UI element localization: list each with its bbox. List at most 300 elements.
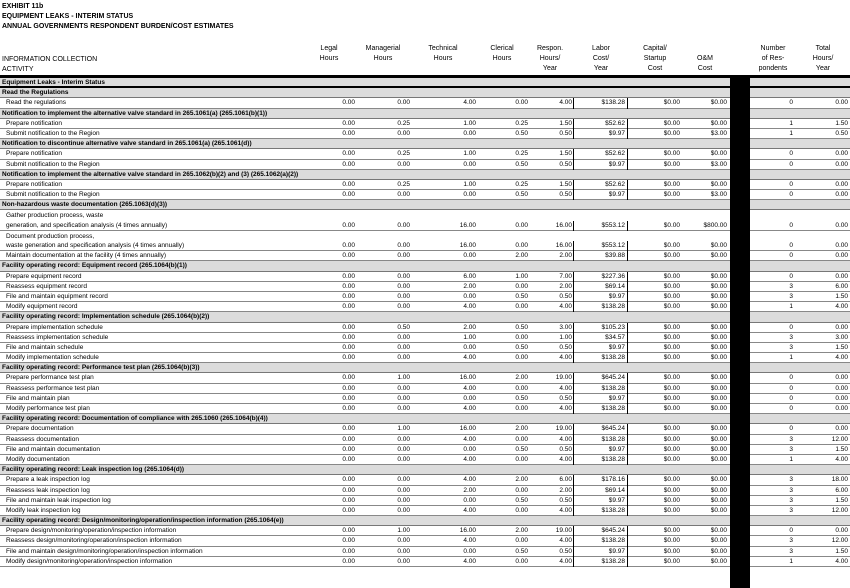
- cell-value: $645.24: [573, 526, 628, 536]
- cell-value: 1.00: [397, 425, 410, 433]
- cell-value: $645.24: [573, 424, 628, 434]
- cell-value: 0.00: [835, 323, 848, 331]
- table-row: [0, 557, 850, 567]
- cell-value: 3.00: [559, 323, 572, 331]
- cell-value: $9.97: [573, 343, 628, 353]
- table-row: [0, 282, 850, 292]
- cell-value: 0.00: [342, 221, 355, 229]
- table-row: [0, 394, 850, 404]
- cell-value: 0: [789, 384, 793, 392]
- cell-value: 3: [789, 445, 793, 453]
- cell-value: $0.00: [663, 405, 680, 413]
- cell-value: 4.00: [463, 435, 476, 443]
- section-header: Read the Regulations: [0, 88, 850, 98]
- cell-value: 19.00: [555, 527, 572, 535]
- cell-value: 4.00: [463, 506, 476, 514]
- cell-value: $0.00: [710, 527, 727, 535]
- cell-value: 0.00: [515, 455, 528, 463]
- cell-value: 0: [789, 527, 793, 535]
- table-row: [0, 180, 850, 190]
- cell-value: 0.00: [397, 405, 410, 413]
- cell-value: 0.00: [835, 99, 848, 107]
- table-row: [0, 424, 850, 434]
- cell-value: 0.50: [559, 191, 572, 199]
- table-row: [0, 435, 850, 445]
- cell-value: $69.14: [573, 282, 628, 292]
- cell-value: 0.25: [515, 119, 528, 127]
- cell-value: $39.88: [573, 251, 628, 261]
- cell-value: 0.00: [835, 272, 848, 280]
- cell-value: 0: [789, 242, 793, 250]
- cell-value: 0.50: [559, 496, 572, 504]
- table-row: [0, 496, 850, 506]
- cell-value: $0.00: [710, 476, 727, 484]
- cell-value: $0.00: [663, 150, 680, 158]
- cell-value: $0.00: [663, 343, 680, 351]
- cell-value: 4.00: [463, 455, 476, 463]
- table-row: [0, 486, 850, 496]
- cell-value: 4.00: [559, 384, 572, 392]
- cell-value: $0.00: [663, 272, 680, 280]
- cell-value: 1.50: [835, 445, 848, 453]
- cell-value: 1.50: [835, 547, 848, 555]
- cell-value: $138.28: [573, 384, 628, 394]
- cell-value: 0.00: [397, 394, 410, 402]
- cell-value: 16.00: [459, 527, 476, 535]
- table-row: [0, 455, 850, 465]
- cell-value: $3.00: [710, 160, 727, 168]
- cell-value: 0.00: [515, 303, 528, 311]
- cell-value: 3.00: [835, 333, 848, 341]
- cell-value: $0.00: [710, 354, 727, 362]
- cell-value: $0.00: [710, 323, 727, 331]
- cell-value: 2.00: [515, 252, 528, 260]
- cell-value: $9.97: [573, 129, 628, 139]
- cell-value: $0.00: [710, 537, 727, 545]
- cell-value: 0.00: [397, 99, 410, 107]
- cell-value: 0.00: [515, 557, 528, 565]
- cell-value: 3: [789, 496, 793, 504]
- cell-value: $553.12: [573, 241, 628, 251]
- header-technical-hours: Technical Hours: [428, 45, 458, 62]
- cell-value: 0.00: [342, 343, 355, 351]
- cell-value: 0.00: [463, 445, 476, 453]
- table-row: [0, 536, 850, 546]
- cell-value: $0.00: [710, 303, 727, 311]
- cell-value: 3: [789, 343, 793, 351]
- cell-value: 16.00: [555, 242, 572, 250]
- cell-value: 0.00: [397, 557, 410, 565]
- cell-value: 0.00: [463, 394, 476, 402]
- cell-value: $9.97: [573, 547, 628, 557]
- cell-value: 0.00: [835, 180, 848, 188]
- activity-label: Modify implementation schedule: [6, 354, 99, 362]
- cell-value: 0.00: [515, 282, 528, 290]
- cell-value: 0.00: [342, 476, 355, 484]
- cell-value: 0.25: [515, 150, 528, 158]
- cell-value: 0.50: [559, 160, 572, 168]
- header-clerical-hours: Clerical Hours: [490, 45, 514, 62]
- cell-value: $0.00: [663, 476, 680, 484]
- cell-value: $0.00: [710, 547, 727, 555]
- cell-value: 0.50: [559, 445, 572, 453]
- cell-value: 18.00: [831, 476, 848, 484]
- header-respon-hours: Respon. Hours/ Year: [536, 45, 564, 72]
- cell-value: 16.00: [459, 221, 476, 229]
- exhibit-title: EQUIPMENT LEAKS - INTERIM STATUS: [2, 13, 134, 20]
- cell-value: 0.25: [397, 150, 410, 158]
- activity-label: Submit notification to the Region: [6, 160, 100, 168]
- cell-value: 4.00: [835, 455, 848, 463]
- cell-value: 0.00: [342, 506, 355, 514]
- cell-value: 0.00: [342, 455, 355, 463]
- cell-value: 0.00: [342, 191, 355, 199]
- cell-value: 2.00: [515, 476, 528, 484]
- cell-value: 0.00: [397, 445, 410, 453]
- cell-value: 0.00: [397, 191, 410, 199]
- cell-value: $0.00: [663, 506, 680, 514]
- cell-value: 0.00: [397, 496, 410, 504]
- cell-value: 0.00: [397, 547, 410, 555]
- cell-value: $0.00: [663, 445, 680, 453]
- activity-label: Prepare performance test plan: [6, 374, 94, 382]
- cell-value: 0.00: [342, 323, 355, 331]
- activity-label: File and maintain design/monitoring/operation/inspection information: [6, 547, 203, 555]
- cell-value: $0.00: [663, 486, 680, 494]
- cell-value: 1.50: [835, 496, 848, 504]
- cell-value: 4.00: [835, 303, 848, 311]
- cell-value: 0.00: [342, 425, 355, 433]
- activity-label: Modify performance test plan: [6, 405, 90, 413]
- cell-value: 0.00: [515, 405, 528, 413]
- cell-value: $0.00: [663, 425, 680, 433]
- cell-value: 0.00: [835, 242, 848, 250]
- cell-value: 16.00: [459, 242, 476, 250]
- cell-value: 4.00: [559, 557, 572, 565]
- black-separator-column: [730, 78, 750, 588]
- section-header: Facility operating record: Documentation of compliance with 265.1060 (265.1064(b)(4)): [0, 414, 850, 424]
- activity-label: Prepare implementation schedule: [6, 323, 103, 331]
- cell-value: $0.00: [710, 405, 727, 413]
- cell-value: 1: [789, 129, 793, 137]
- cell-value: $52.62: [573, 149, 628, 159]
- cell-value: 0.50: [835, 129, 848, 137]
- cell-value: 16.00: [459, 374, 476, 382]
- cell-value: 0.50: [559, 343, 572, 351]
- cell-value: 0.00: [342, 333, 355, 341]
- cell-value: 0.00: [397, 537, 410, 545]
- cell-value: 0.00: [397, 333, 410, 341]
- table-row: [0, 475, 850, 485]
- cell-value: 0: [789, 394, 793, 402]
- cell-value: 0.00: [397, 343, 410, 351]
- table-row: [0, 373, 850, 383]
- cell-value: $0.00: [663, 292, 680, 300]
- cell-value: $553.12: [573, 221, 628, 231]
- table-row: [0, 231, 850, 251]
- cell-value: $105.23: [573, 323, 628, 333]
- cell-value: $0.00: [663, 496, 680, 504]
- cell-value: 0.00: [397, 303, 410, 311]
- cell-value: 0.50: [515, 496, 528, 504]
- cell-value: 2.00: [463, 486, 476, 494]
- activity-label: Submit notification to the Region: [6, 191, 100, 199]
- table-row: [0, 384, 850, 394]
- cell-value: 0: [789, 150, 793, 158]
- cell-value: $0.00: [663, 252, 680, 260]
- cell-value: $0.00: [663, 527, 680, 535]
- activity-label: Prepare equipment record: [6, 272, 82, 280]
- cell-value: $800.00: [703, 221, 727, 229]
- cell-value: $138.28: [573, 455, 628, 465]
- cell-value: 0.00: [397, 476, 410, 484]
- cell-value: $138.28: [573, 536, 628, 546]
- cell-value: 1.00: [515, 272, 528, 280]
- cell-value: 0: [789, 425, 793, 433]
- activity-label: Modify leak inspection log: [6, 506, 81, 514]
- cell-value: $0.00: [663, 160, 680, 168]
- cell-value: 4.00: [835, 354, 848, 362]
- cell-value: $0.00: [710, 506, 727, 514]
- header-activity: ACTIVITY: [2, 66, 34, 73]
- cell-value: $0.00: [663, 282, 680, 290]
- cell-value: 0.00: [463, 547, 476, 555]
- cell-value: $138.28: [573, 404, 628, 414]
- cell-value: 1.50: [835, 292, 848, 300]
- cell-value: 0.00: [515, 99, 528, 107]
- cell-value: 2.00: [515, 425, 528, 433]
- cell-value: 1: [789, 303, 793, 311]
- cell-value: 4.00: [559, 303, 572, 311]
- cell-value: 0.00: [342, 303, 355, 311]
- activity-label: Submit notification to the Region: [6, 129, 100, 137]
- section-header: Notification to implement the alternative valve standard in 265.1061(a) (265.1061(b)(1)): [0, 109, 850, 119]
- cell-value: 3: [789, 292, 793, 300]
- cell-value: 4.00: [835, 557, 848, 565]
- cell-value: 4.00: [559, 455, 572, 463]
- cell-value: $0.00: [710, 486, 727, 494]
- burden-table: [0, 78, 850, 567]
- cell-value: $178.16: [573, 475, 628, 485]
- cell-value: 3: [789, 537, 793, 545]
- cell-value: 0.00: [342, 537, 355, 545]
- cell-value: 6.00: [835, 282, 848, 290]
- cell-value: 4.00: [463, 303, 476, 311]
- cell-value: 1: [789, 354, 793, 362]
- table-row: [0, 129, 850, 139]
- cell-value: $0.00: [710, 384, 727, 392]
- cell-value: 0.00: [342, 435, 355, 443]
- cell-value: 0.00: [342, 354, 355, 362]
- cell-value: 0.00: [397, 282, 410, 290]
- cell-value: $0.00: [663, 129, 680, 137]
- cell-value: $9.97: [573, 445, 628, 455]
- cell-value: $138.28: [573, 302, 628, 312]
- section-header: Facility operating record: Implementation schedule (265.1064(b)(2)): [0, 312, 850, 322]
- cell-value: 3: [789, 547, 793, 555]
- table-row: [0, 272, 850, 282]
- cell-value: 0.50: [515, 394, 528, 402]
- cell-value: 0.00: [463, 160, 476, 168]
- cell-value: 0.00: [835, 221, 848, 229]
- cell-value: 0.00: [342, 374, 355, 382]
- cell-value: 0.00: [515, 242, 528, 250]
- cell-value: 0: [789, 160, 793, 168]
- activity-label: Gather production process, waste generation, and specification analysis (4 times annually): [6, 212, 168, 229]
- cell-value: 0.00: [342, 129, 355, 137]
- table-row: [0, 119, 850, 129]
- cell-value: $138.28: [573, 506, 628, 516]
- cell-value: 0.50: [515, 160, 528, 168]
- cell-value: 0.00: [397, 272, 410, 280]
- cell-value: 4.00: [463, 384, 476, 392]
- header-legal-hours: Legal Hours: [319, 45, 339, 62]
- cell-value: 1.50: [559, 180, 572, 188]
- cell-value: $69.14: [573, 486, 628, 496]
- table-row: [0, 547, 850, 557]
- activity-label: File and maintain documentation: [6, 445, 100, 453]
- cell-value: 0.00: [342, 486, 355, 494]
- header-info-collection: INFORMATION COLLECTION: [2, 56, 98, 63]
- cell-value: 2.00: [463, 282, 476, 290]
- cell-value: 0.00: [835, 384, 848, 392]
- cell-value: $0.00: [663, 435, 680, 443]
- cell-value: 0.50: [515, 292, 528, 300]
- cell-value: $138.28: [573, 353, 628, 363]
- cell-value: 0.00: [342, 242, 355, 250]
- cell-value: 0: [789, 180, 793, 188]
- activity-label: File and maintain plan: [6, 394, 70, 402]
- table-row: [0, 292, 850, 302]
- activity-label: Reassess equipment record: [6, 282, 87, 290]
- cell-value: 0.00: [342, 160, 355, 168]
- cell-value: 0.00: [397, 506, 410, 514]
- cell-value: $0.00: [663, 354, 680, 362]
- cell-value: 0.50: [515, 191, 528, 199]
- cell-value: 4.00: [559, 506, 572, 514]
- cell-value: 0.00: [342, 445, 355, 453]
- cell-value: $0.00: [710, 445, 727, 453]
- cell-value: $0.00: [710, 242, 727, 250]
- cell-value: 0.00: [397, 435, 410, 443]
- cell-value: 1.00: [463, 180, 476, 188]
- table-row: [0, 98, 850, 108]
- cell-value: $0.00: [663, 242, 680, 250]
- cell-value: 1: [789, 557, 793, 565]
- cell-value: 0.00: [835, 191, 848, 199]
- activity-label: Reassess documentation: [6, 435, 79, 443]
- cell-value: 0: [789, 221, 793, 229]
- table-row: [0, 353, 850, 363]
- cell-value: 0.00: [397, 455, 410, 463]
- cell-value: $138.28: [573, 557, 628, 567]
- cell-value: 4.00: [463, 557, 476, 565]
- cell-value: 0.00: [515, 221, 528, 229]
- cell-value: 0.50: [515, 343, 528, 351]
- cell-value: 0.25: [397, 180, 410, 188]
- cell-value: 0.00: [342, 252, 355, 260]
- cell-value: $0.00: [710, 343, 727, 351]
- cell-value: 2.00: [515, 374, 528, 382]
- cell-value: 2.00: [559, 252, 572, 260]
- activity-label: Modify design/monitoring/operation/inspection information: [6, 557, 173, 565]
- cell-value: 4.00: [463, 537, 476, 545]
- cell-value: $0.00: [710, 557, 727, 565]
- table-row: [0, 343, 850, 353]
- cell-value: $0.00: [710, 99, 727, 107]
- cell-value: $52.62: [573, 180, 628, 190]
- table-row: [0, 251, 850, 261]
- cell-value: $0.00: [663, 333, 680, 341]
- cell-value: 4.00: [559, 99, 572, 107]
- cell-value: 0.00: [342, 394, 355, 402]
- cell-value: 1.00: [463, 333, 476, 341]
- cell-value: 0.50: [515, 445, 528, 453]
- cell-value: 0.00: [342, 496, 355, 504]
- cell-value: $0.00: [663, 455, 680, 463]
- section-header: Notification to discontinue alternative valve standard in 265.1061(a) (265.1061(d)): [0, 139, 850, 149]
- cell-value: $0.00: [663, 119, 680, 127]
- cell-value: 4.00: [559, 537, 572, 545]
- table-row: [0, 210, 850, 230]
- activity-label: Prepare design/monitoring/operation/inspection information: [6, 527, 177, 535]
- cell-value: $0.00: [710, 333, 727, 341]
- cell-value: 0: [789, 405, 793, 413]
- cell-value: $3.00: [710, 191, 727, 199]
- cell-value: 0.00: [397, 384, 410, 392]
- section-header: Non-hazardous waste documentation (265.1063(d)(3)): [0, 200, 850, 210]
- header-capital-cost: Capital/ Startup Cost: [643, 45, 667, 72]
- table-row: [0, 526, 850, 536]
- cell-value: 0.00: [515, 384, 528, 392]
- cell-value: 0.00: [397, 160, 410, 168]
- cell-value: 0.00: [515, 537, 528, 545]
- activity-label: Prepare a leak inspection log: [6, 476, 90, 484]
- cell-value: 0: [789, 252, 793, 260]
- cell-value: $0.00: [710, 282, 727, 290]
- cell-value: 0.00: [342, 99, 355, 107]
- cell-value: 0.00: [515, 354, 528, 362]
- cell-value: 0.00: [342, 150, 355, 158]
- table-row: [0, 323, 850, 333]
- cell-value: 0.00: [835, 150, 848, 158]
- cell-value: $0.00: [663, 394, 680, 402]
- cell-value: 16.00: [555, 221, 572, 229]
- cell-value: $0.00: [663, 221, 680, 229]
- table-row: [0, 190, 850, 200]
- activity-label: File and maintain equipment record: [6, 292, 108, 300]
- cell-value: $9.97: [573, 190, 628, 200]
- header-labor-cost: Labor Cost/ Year: [592, 45, 610, 72]
- cell-value: $0.00: [710, 119, 727, 127]
- cell-value: 1.50: [835, 343, 848, 351]
- cell-value: 0.50: [515, 323, 528, 331]
- cell-value: 0.00: [463, 252, 476, 260]
- cell-value: 0.00: [342, 282, 355, 290]
- cell-value: 1.00: [397, 527, 410, 535]
- cell-value: 0.00: [342, 557, 355, 565]
- activity-label: Document production process, waste generation and specification analysis (4 times annually): [6, 232, 185, 250]
- activity-label: Prepare notification: [6, 180, 63, 188]
- cell-value: $0.00: [710, 180, 727, 188]
- cell-value: $0.00: [663, 557, 680, 565]
- cell-value: $0.00: [710, 394, 727, 402]
- header-om-cost: O&M Cost: [697, 55, 713, 72]
- activity-label: Read the regulations: [6, 99, 66, 107]
- cell-value: 0.00: [515, 333, 528, 341]
- cell-value: 0.25: [515, 180, 528, 188]
- cell-value: 0.00: [342, 527, 355, 535]
